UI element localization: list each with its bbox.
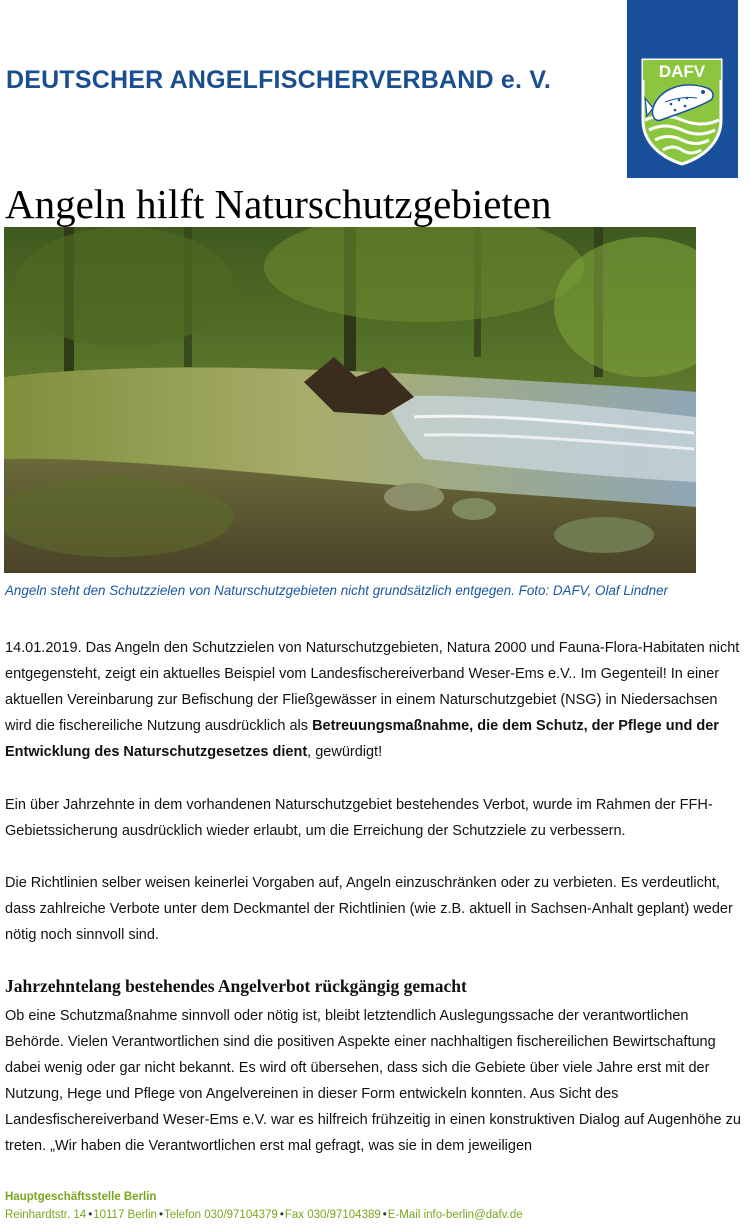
footer-email[interactable]: E-Mail info-berlin@dafv.de bbox=[387, 1209, 523, 1221]
footer-phone: Telefon 030/97104379 bbox=[163, 1209, 278, 1221]
footer-separator: • bbox=[88, 1209, 93, 1221]
paragraph-4: Ob eine Schutzmaßnahme sinnvoll oder nötig ist, bleibt letztendlich Auslegungssache der verantwortlichen Behörde. Vielen Verantwortlichen sind die positiven Aspekte einer nachhaltigen fischereilichen Bewirtschaftung dabei wenig oder gar nicht bekannt. Es wird oft übersehen, dass sich die Gebiete über viele Jahre erst mit der Nutzung, Hege und Pflege von Angelvereinen in dieser Form entwickeln konnten. Aus Sicht des Landesfischereiverband Weser-Ems e.V. war es hilfreich frühzeitig in einen konstruktiven Dialog auf Augenhöhe zu treten. „Wir haben die Verantwortlichen erst mal gefragt, was sie in dem jeweiligen bbox=[5, 1008, 741, 1154]
footer-separator: • bbox=[158, 1209, 163, 1221]
footer-address: Reinhardtstr. 14 bbox=[5, 1209, 87, 1221]
footer-office-title: Hauptgeschäftsstelle Berlin bbox=[5, 1191, 157, 1203]
section-heading: Jahrzehntelang bestehendes Angelverbot rückgängig gemacht bbox=[5, 976, 467, 996]
fish-shield-icon bbox=[641, 58, 723, 166]
paragraph-1-end: , gewürdigt! bbox=[307, 744, 383, 760]
paragraph-3: Die Richtlinien selber weisen keinerlei Vorgaben auf, Angeln einzuschränken oder zu verbieten. Es verdeutlicht, dass zahlreiche Verbote unter dem Deckmantel der Richtlinien (wie z.B. aktuell in Sachsen-Anhalt geplant) weder nötig noch sinnvoll sind. bbox=[5, 875, 733, 943]
photo-caption: Angeln steht den Schutzzielen von Naturschutzgebieten nicht grundsätzlich entgegen. Foto: DAFV, Olaf Lindner bbox=[5, 583, 668, 598]
paragraph-1 bbox=[5, 635, 747, 765]
paragraph-1-bold: Betreuungsmaßnahme, die dem Schutz, der Pflege und der Entwicklung des Naturschutzgesetzes dient bbox=[5, 718, 719, 760]
paragraph-2: Ein über Jahrzehnte in dem vorhandenen Naturschutzgebiet bestehendes Verbot, wurde im Rahmen der FFH-Gebietssicherung ausdrücklich wieder erlaubt, um die Erreichung der Schutzziele zu verbessern. bbox=[5, 797, 713, 839]
stream-photo bbox=[4, 227, 696, 573]
paragraph-1-text: 14.01.2019. Das Angeln den Schutzzielen von Naturschutzgebieten, Natura 2000 und Fauna-Flora-Habitaten nicht entgegensteht, zeigt ein aktuelles Beispiel vom Landesfischereiverband Weser-Ems e.V.. Im Gegenteil! In einer aktuellen Vereinbarung zur Befischung der Fließgewässer in einem Naturschutzgebiet (NSG) in Niedersachsen wird die fischereiliche Nutzung ausdrücklich als bbox=[5, 640, 740, 734]
organization-name: DEUTSCHER ANGELFISCHERVERBAND e. V. bbox=[6, 66, 552, 94]
dafv-logo bbox=[627, 0, 738, 178]
footer-city: 10117 Berlin bbox=[93, 1209, 157, 1221]
logo-text: DAFV bbox=[658, 62, 706, 81]
footer-fax: Fax 030/97104389 bbox=[284, 1209, 381, 1221]
article-title: Angeln hilft Naturschutzgebieten bbox=[5, 181, 552, 227]
footer-separator: • bbox=[279, 1209, 284, 1221]
footer-contact-line bbox=[5, 1209, 523, 1221]
footer-separator: • bbox=[382, 1209, 387, 1221]
